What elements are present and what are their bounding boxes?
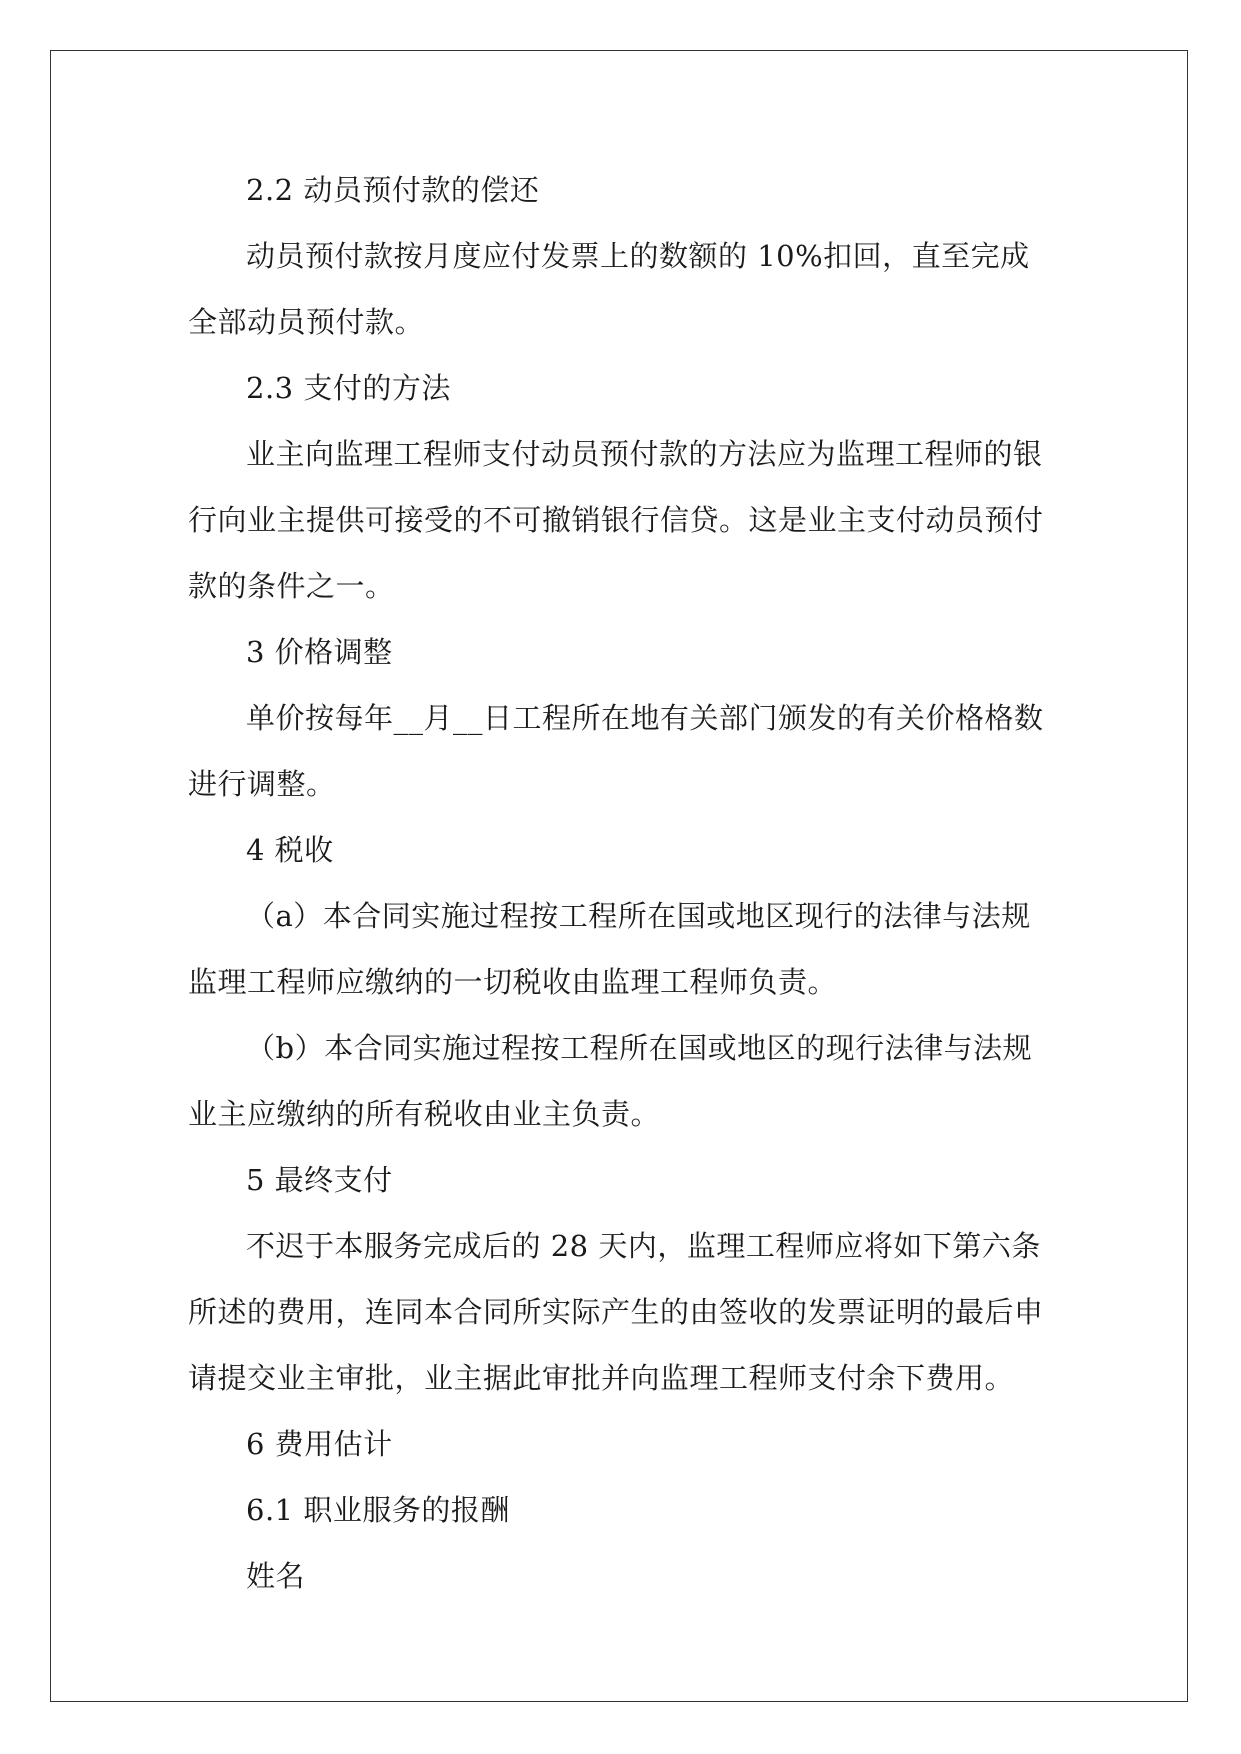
paragraph-payment-method: 业主向监理工程师支付动员预付款的方法应为监理工程师的银行向业主提供可接受的不可撤销银行信贷。这是业主支付动员预付款的条件之一。 xyxy=(188,437,1044,603)
heading-5: 5 最终支付 xyxy=(246,1163,393,1197)
paragraph-price-adjustment: 单价按每年__月__日工程所在地有关部门颁发的有关价格格数进行调整。 xyxy=(188,701,1044,801)
document-body xyxy=(188,157,1058,1609)
paragraph-tax-b: （b）本合同实施过程按工程所在国或地区的现行法律与法规业主应缴纳的所有税收由业主负责。 xyxy=(188,1031,1033,1131)
heading-2-3: 2.3 支付的方法 xyxy=(246,371,451,405)
paragraph-tax-a: （a）本合同实施过程按工程所在国或地区现行的法律与法规监理工程师应缴纳的一切税收由监理工程师负责。 xyxy=(188,899,1031,999)
heading-2-2: 2.2 动员预付款的偿还 xyxy=(246,173,540,207)
paragraph-final-payment: 不迟于本服务完成后的 28 天内，监理工程师应将如下第六条所述的费用，连同本合同所实际产生的由签收的发票证明的最后申请提交业主审批，业主据此审批并向监理工程师支付余下费用。 xyxy=(188,1229,1044,1395)
heading-6: 6 费用估计 xyxy=(246,1427,393,1461)
heading-6-1: 6.1 职业服务的报酬 xyxy=(246,1493,510,1527)
heading-3: 3 价格调整 xyxy=(246,635,393,669)
label-name: 姓名 xyxy=(246,1559,306,1593)
paragraph-repayment: 动员预付款按月度应付发票上的数额的 10%扣回，直至完成全部动员预付款。 xyxy=(188,239,1030,339)
heading-4: 4 税收 xyxy=(246,833,334,867)
